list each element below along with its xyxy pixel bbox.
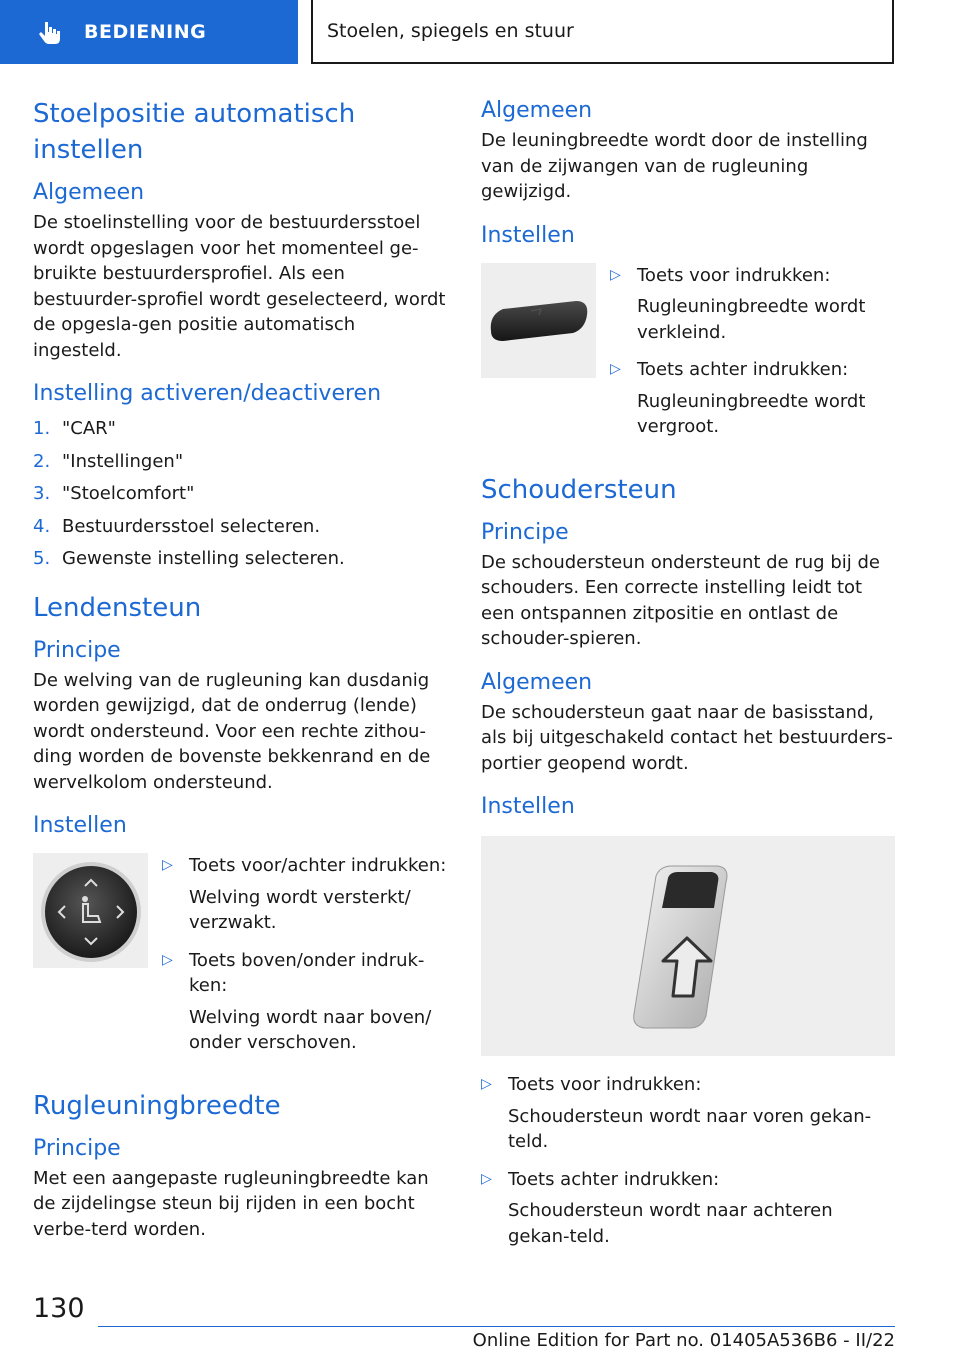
lumbar-control-image [33, 853, 148, 968]
step-number: 3. [33, 483, 51, 504]
list-item [33, 413, 448, 446]
paragraph-algemeen: De stoelinstelling voor de bestuurdersstoel wordt opgeslagen voor het momenteel ge-bruikte bestuurdersprofiel. Als een bestuurder-sprofiel wordt geselecteerd, wordt de opgesla-gen positie automatisch ingesteld. [33, 212, 446, 361]
step-number: 5. [33, 548, 51, 569]
step-text: "CAR" [62, 418, 116, 439]
list-item [481, 1167, 895, 1193]
subheading-activeren: Instelling activeren/deactiveren [33, 381, 382, 406]
paragraph-principe-right: De schoudersteun ondersteunt de rug bij de schouders. Een correcte instelling leidt tot een ontspannen zitpositie en ontlast de schouder-spieren. [481, 551, 880, 649]
left-column [33, 96, 448, 1258]
page-number: 130 [33, 1293, 85, 1324]
step-number: 4. [33, 515, 51, 537]
list-item [162, 948, 448, 999]
bullet-text: Toets voor indrukken: [508, 1074, 702, 1095]
list-item [481, 1072, 895, 1098]
heading-rugleuningbreedte: Rugleuningbreedte [33, 1090, 281, 1121]
paragraph-principe-2: Met een aangepaste rugleuningbreedte kan de zijdelingse steun bij rijden in een bocht verbe-terd worden. [33, 1167, 429, 1240]
step-number: 2. [33, 450, 51, 472]
bullet-triangle-icon: ▷ [481, 1076, 492, 1092]
bullet-result: Schoudersteun wordt naar achteren gekan-teld. [508, 1200, 833, 1247]
paragraph-algemeen-right: De leuningbreedte wordt door de instelling van de zijwangen van de rugleuning gewijzigd. [481, 130, 868, 202]
bullet-triangle-icon: ▷ [610, 361, 621, 377]
list-item [610, 263, 895, 289]
bullet-text: Toets achter indrukken: [637, 359, 849, 380]
list-item [33, 478, 448, 511]
edition-text: Online Edition for Part no. 01405A536B6 - II/22 [472, 1330, 895, 1351]
chapter-title: Stoelen, spiegels en stuur [311, 0, 894, 64]
paragraph-algemeen-2-right: De schoudersteun gaat naar de basisstand, als bij uitgeschakeld contact het bestuurders-portier geopend wordt. [481, 701, 893, 774]
lumbar-bullets [162, 853, 448, 1068]
step-text: "Instellingen" [62, 450, 184, 472]
subheading-instellen: Instellen [33, 813, 127, 838]
right-column [481, 96, 895, 1261]
bullet-result: Schoudersteun wordt naar voren gekan-teld. [508, 1105, 872, 1152]
subheading-algemeen: Algemeen [33, 180, 145, 205]
bullet-triangle-icon: ▷ [610, 266, 621, 283]
width-bullets [610, 263, 895, 452]
footer-divider [98, 1326, 895, 1327]
steps-list [33, 413, 448, 576]
list-item [33, 446, 448, 479]
lumbar-joystick-icon [36, 856, 146, 966]
shoulder-switch-icon [598, 856, 778, 1036]
bullet-result: Welving wordt versterkt/ verzwakt. [189, 886, 411, 933]
width-button-icon [481, 263, 596, 378]
list-item [162, 853, 448, 879]
heading-lendensteun: Lendensteun [33, 592, 202, 623]
bullet-text: Toets voor indrukken: [637, 264, 831, 286]
subheading-principe-right: Principe [481, 519, 569, 545]
subheading-principe-2: Principe [33, 1135, 121, 1161]
subheading-algemeen-right: Algemeen [481, 98, 593, 123]
step-text: Gewenste instelling selecteren. [62, 548, 345, 569]
step-number: 1. [33, 418, 51, 439]
subheading-instellen-right: Instellen [481, 222, 575, 248]
bullet-text: Toets achter indrukken: [508, 1168, 720, 1190]
heading-stoelpositie: Stoelpositie automatisch instellen [33, 99, 356, 165]
bullet-triangle-icon: ▷ [481, 1170, 492, 1187]
step-text: Bestuurdersstoel selecteren. [62, 515, 321, 537]
step-text: "Stoelcomfort" [62, 483, 195, 504]
width-control-image [481, 263, 596, 378]
width-figure-row [481, 263, 895, 452]
heading-schoudersteun: Schoudersteun [481, 474, 677, 505]
bullet-text: Toets voor/achter indrukken: [189, 855, 447, 876]
section-tab [0, 0, 298, 64]
list-item [610, 357, 895, 383]
subheading-principe: Principe [33, 637, 121, 663]
list-item [33, 511, 448, 544]
bullet-result: Welving wordt naar boven/ onder verschoven. [189, 1006, 432, 1053]
list-item [33, 543, 448, 576]
lumbar-figure-row [33, 853, 448, 1068]
bullet-result: Rugleuningbreedte wordt verkleind. [637, 296, 866, 343]
bullet-text: Toets boven/onder indruk-ken: [189, 949, 425, 996]
section-label: BEDIENING [84, 21, 207, 43]
bullet-triangle-icon: ▷ [162, 857, 173, 873]
shoulder-control-image [481, 836, 895, 1056]
hand-pointer-icon [36, 18, 64, 46]
bullet-result: Rugleuningbreedte wordt vergroot. [637, 390, 866, 437]
paragraph-principe: De welving van de rugleuning kan dusdanig worden gewijzigd, dat de onderrug (lende) wordt ondersteund. Voor een rechte zithou-ding worden de bovenste bekkenrand en de wervelkolom ondersteund. [33, 669, 431, 793]
subheading-instellen-2-right: Instellen [481, 794, 575, 819]
bullet-triangle-icon: ▷ [162, 951, 173, 968]
subheading-algemeen-2-right: Algemeen [481, 669, 593, 695]
